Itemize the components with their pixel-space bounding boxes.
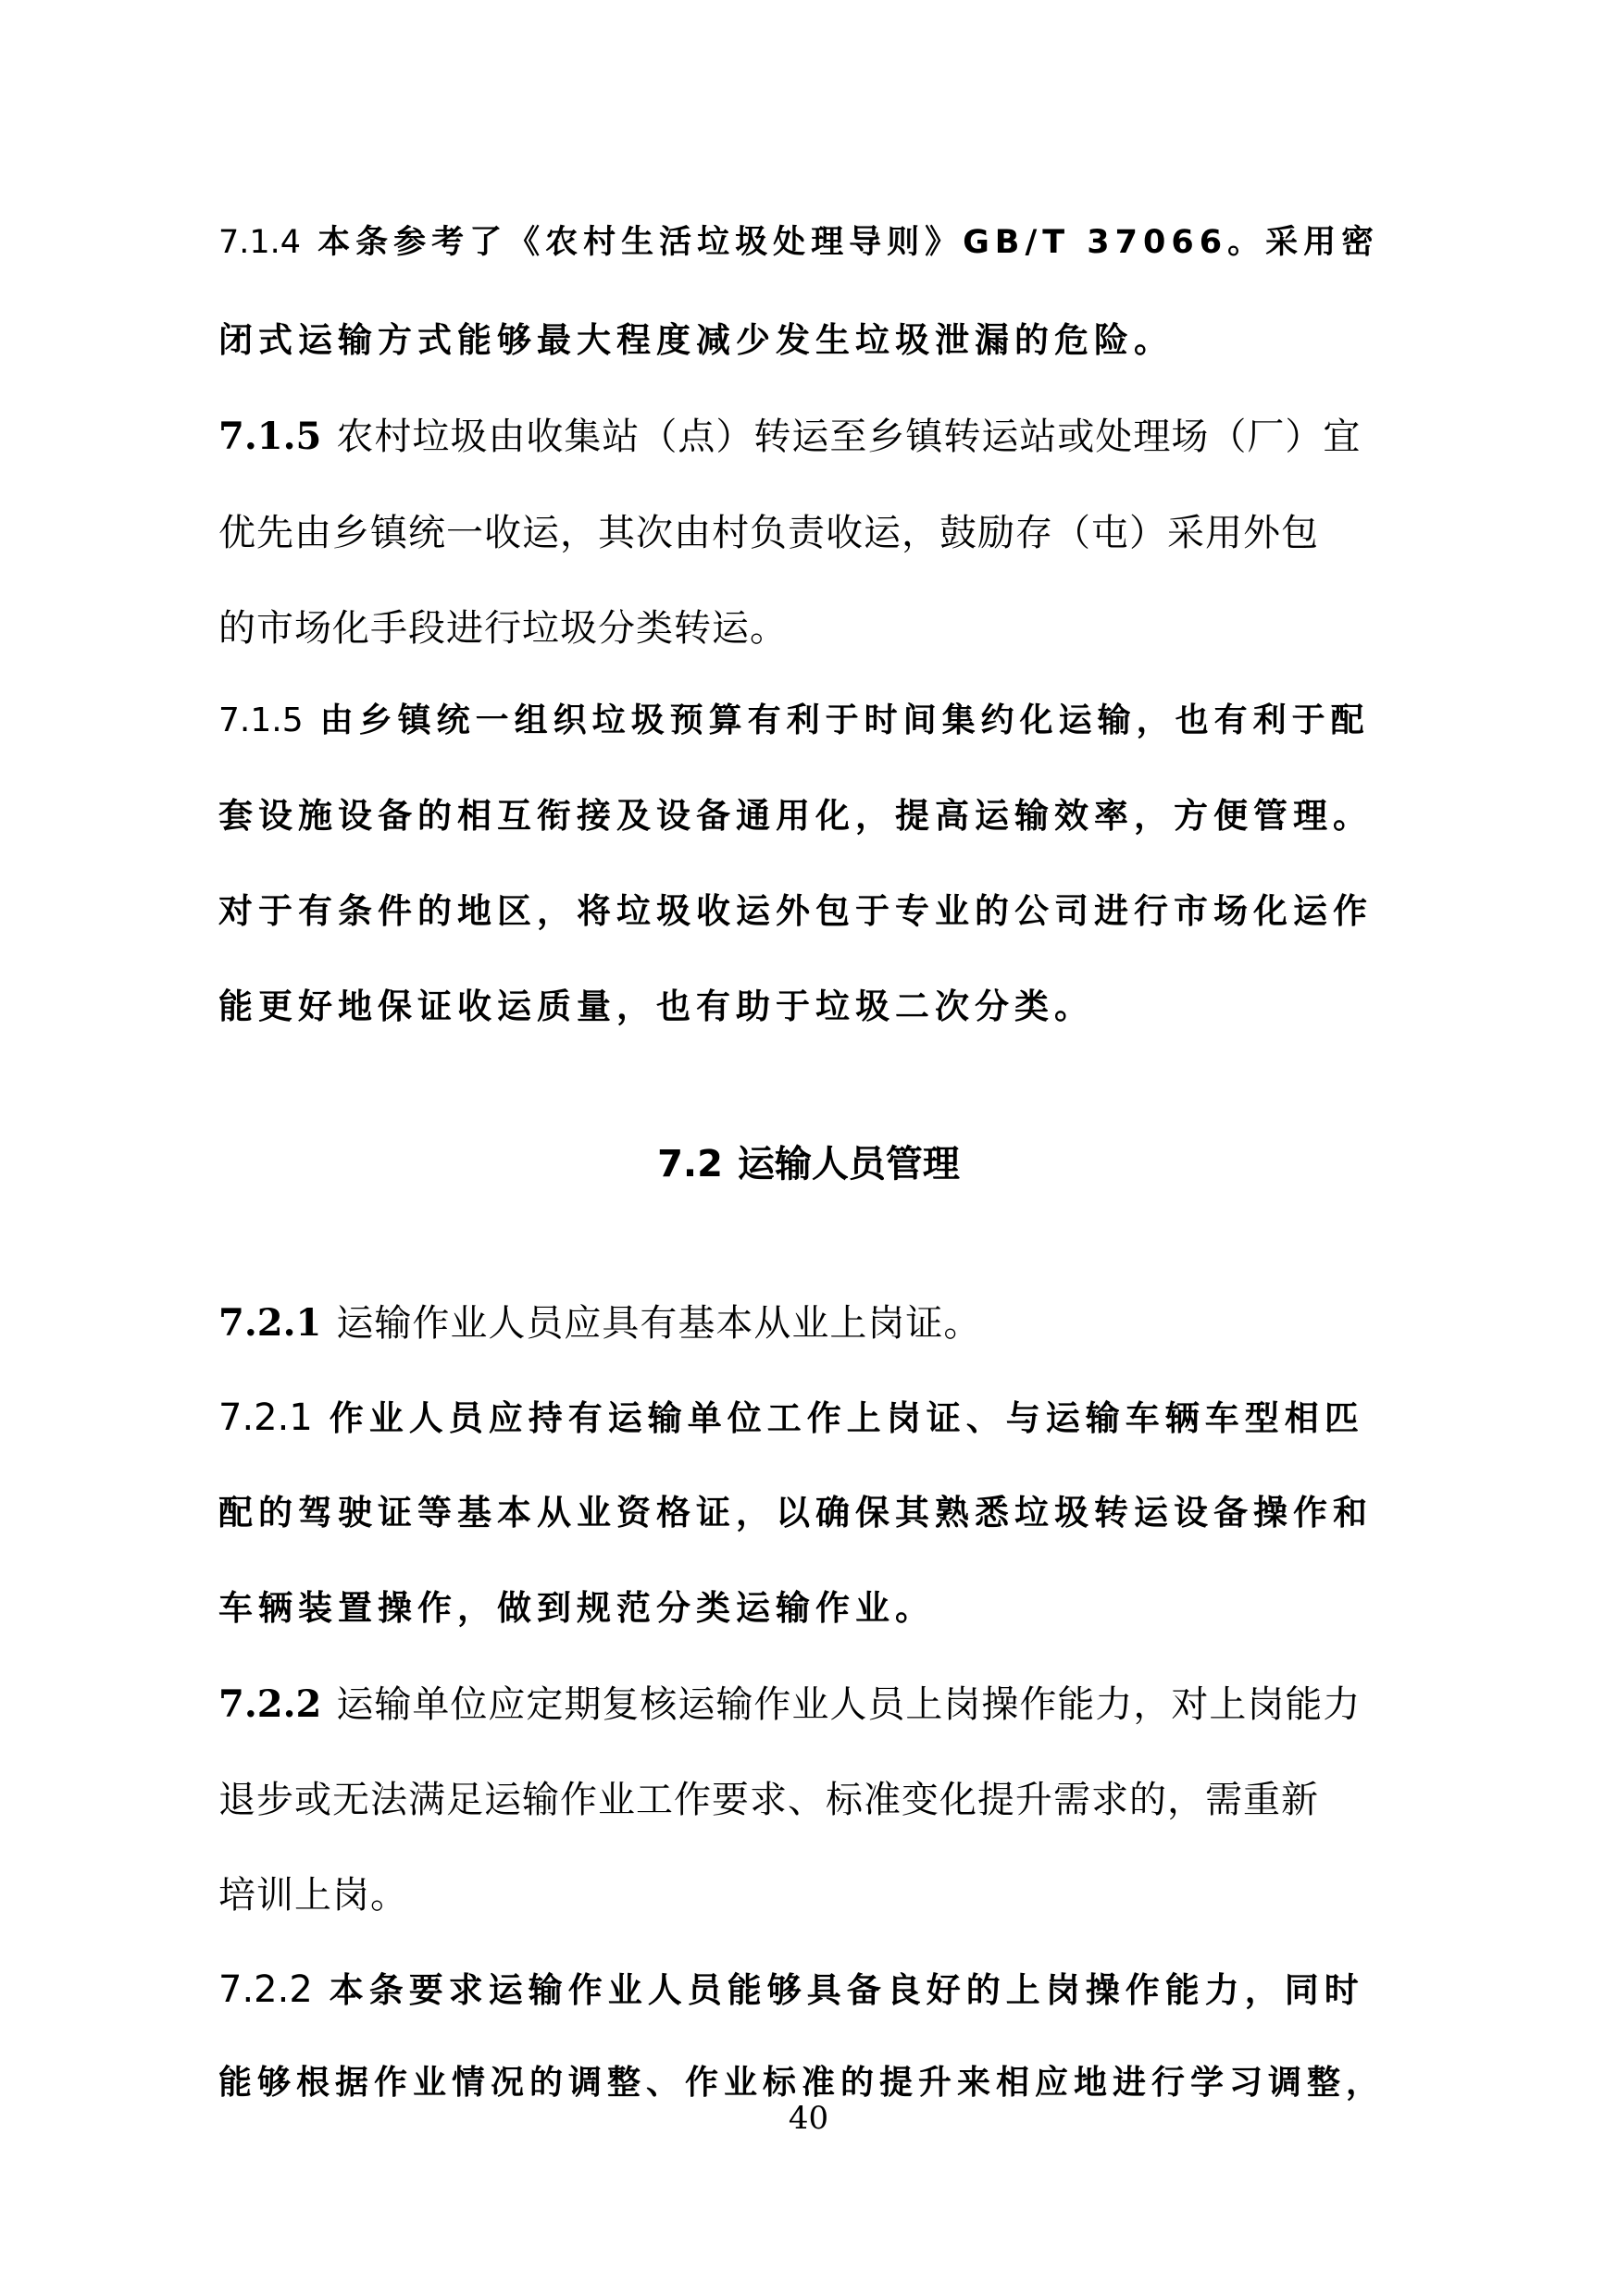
clause-text: 运输作业人员应具有基本从业上岗证。 [336, 1302, 982, 1345]
explanation-7-2-1-line-2 [218, 1493, 1403, 1533]
explanation-7-1-5-line-1 [218, 701, 1403, 739]
clause-text: 农村垃圾由收集站（点）转运至乡镇转运站或处理场（厂）宜 [336, 416, 1362, 458]
explanation-text: 对于有条件的地区，将垃圾收运外包于专业的公司进行市场化运作 [218, 891, 1373, 931]
explanation-text: 本条参考了《农村生活垃圾处理导则》GB/T 37066。采用密 [317, 224, 1380, 261]
explanation-text: 闭式运输方式能够最大程度减少发生垃圾泄漏的危险。 [218, 320, 1174, 360]
clause-7-2-2-line-1 [218, 1682, 1403, 1726]
section-number: 7.2 [657, 1143, 723, 1185]
explanation-7-1-5-line-4 [218, 989, 1403, 1024]
explanation-text: 车辆装置操作，做到规范分类运输作业。 [218, 1588, 935, 1628]
clause-number: 7.1.5 [218, 701, 304, 739]
page-number: 40 [788, 2100, 829, 2137]
explanation-text: 能更好地保证收运质量，也有助于垃圾二次分类。 [218, 987, 1094, 1026]
clause-number: 7.1.5 [218, 415, 322, 458]
clause-text: 退步或无法满足运输作业工作要求、标准变化提升需求的，需重新 [218, 1779, 1319, 1821]
clause-text: 运输单位应定期复核运输作业人员上岗操作能力，对上岗能力 [336, 1683, 1362, 1726]
clause-7-2-2-line-2 [218, 1779, 1403, 1821]
clause-7-1-5-line-3 [218, 607, 1403, 650]
explanation-7-1-5-line-3 [218, 891, 1403, 931]
clause-7-2-2-line-3 [218, 1874, 1403, 1917]
clause-7-1-5-line-1 [218, 415, 1403, 458]
explanation-text: 能够根据作业情况的调整、作业标准的提升来相应地进行学习调整， [218, 2064, 1386, 2102]
explanation-text: 本条要求运输作业人员能够具备良好的上岗操作能力，同时 [329, 1970, 1364, 2010]
explanation-7-2-1-line-3 [218, 1588, 1403, 1628]
clause-number: 7.2.1 [218, 1301, 322, 1345]
clause-text: 培训上岗。 [218, 1874, 408, 1917]
explanation-7-1-4-line-2 [218, 320, 1403, 360]
clause-number: 7.2.2 [218, 1968, 313, 2011]
clause-text: 的市场化手段进行垃圾分类转运。 [218, 607, 788, 650]
explanation-7-1-5-line-2 [218, 796, 1403, 836]
explanation-7-2-2-line-1 [218, 1968, 1403, 2011]
explanation-text: 套设施设备的相互衔接及设备通用化，提高运输效率，方便管理。 [218, 796, 1373, 836]
explanation-7-1-4-line-1 [218, 224, 1403, 261]
explanation-7-2-1-line-1 [218, 1396, 1403, 1439]
section-title: 运输人员管理 [737, 1143, 960, 1185]
explanation-text: 作业人员应持有运输单位工作上岗证、与运输车辆车型相匹 [329, 1398, 1364, 1438]
clause-number: 7.2.1 [218, 1396, 313, 1439]
clause-number: 7.2.2 [218, 1682, 322, 1726]
clause-text: 优先由乡镇统一收运，其次由村负责收运，鼓励存（屯）采用外包 [218, 512, 1319, 554]
clause-7-2-1-line-1 [218, 1301, 1403, 1345]
clause-number: 7.1.4 [218, 224, 302, 261]
clause-7-1-5-line-2 [218, 512, 1403, 554]
explanation-text: 由乡镇统一组织垃圾预算有利于时间集约化运输，也有利于配 [319, 701, 1370, 739]
explanation-text: 配的驾驶证等基本从业资格证，以确保其熟悉垃圾转运设备操作和 [218, 1493, 1373, 1533]
explanation-7-2-2-line-2 [218, 2066, 1403, 2100]
section-heading [0, 1143, 1617, 1185]
